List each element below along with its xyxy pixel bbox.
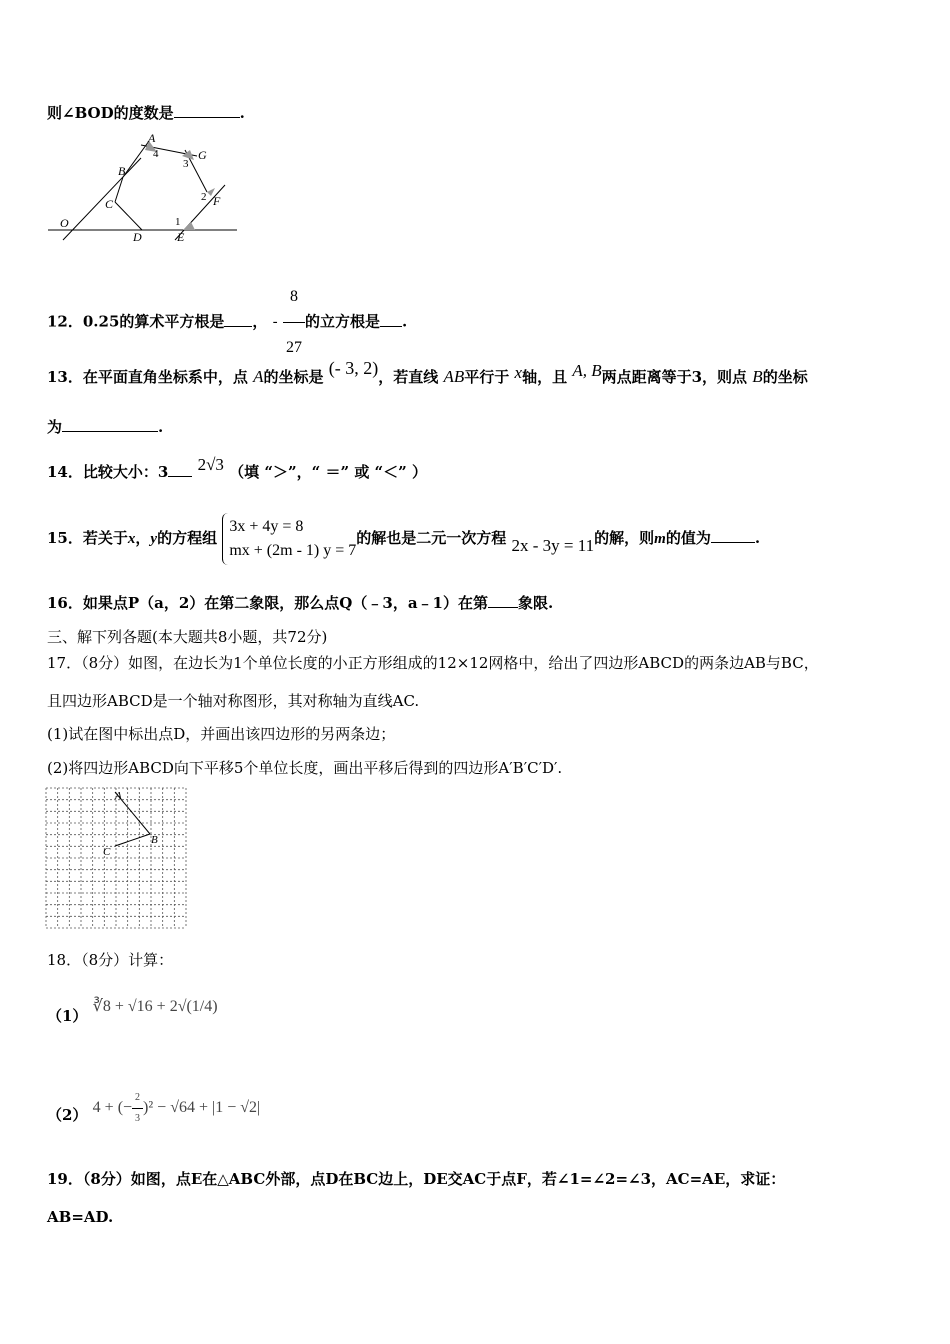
- label-A: A: [148, 131, 156, 145]
- label-B: B: [118, 164, 126, 178]
- answer-blank: [174, 103, 240, 118]
- grid-label-A: A: [115, 790, 122, 802]
- q19-line1: 19．（8分）如图，点E在△ABC外部，点D在BC边上，DE交AC于点F，若∠1=∠2=∠3，AC=AE，求证：: [47, 1170, 786, 1188]
- label-O: O: [60, 216, 69, 230]
- q17-line1: 17．（8分）如图，在边长为1个单位长度的小正方形组成的12×12网格中，给出了四边形ABCD的两条边AB与BC，: [47, 654, 819, 672]
- q13-line2: 为 .: [47, 418, 164, 436]
- label-E: E: [177, 230, 185, 244]
- label-4: 4: [153, 148, 159, 160]
- expr-2: 4 + (− $\frac{2}{3}$ )² − √64 + |1 − √2|: [93, 1099, 261, 1116]
- q12-line: 12．0.25的算术平方根是 ， - $\frac{8}{27}$ 的立方根是 .: [47, 272, 407, 373]
- q14-line: 14．比较大小：3 2√3 （填 “＞”，“ ＝” 或 “＜” ）: [47, 455, 428, 481]
- q15-line: 15．若关于x，y的方程组 3x + 4y = 8 mx + (2m - 1) y = 7 的解也是二元一次方程 2x - 3y = 11的解，则m的值为 .: [47, 508, 760, 569]
- q11-figure: [45, 130, 240, 248]
- label-2: 2: [201, 191, 207, 203]
- q19-line2: AB=AD.: [47, 1208, 114, 1226]
- q13-line1: 13．在平面直角坐标系中，点 A的坐标是 (- 3, 2)，若直线 AB平行于 x轴，且 A, B两点距离等于3，则点 B的坐标: [47, 358, 808, 386]
- equation-system: 3x + 4y = 8 mx + (2m - 1) y = 7: [222, 513, 356, 565]
- q18-title: 18．（8分）计算：: [47, 951, 174, 969]
- q17-line2: 且四边形ABCD是一个轴对称图形，其对称轴为直线AC.: [47, 692, 420, 710]
- q17-line3: (1)试在图中标出点D，并画出该四边形的另两条边；: [47, 725, 396, 743]
- section-title: 三、解下列各题(本大题共8小题，共72分): [47, 628, 328, 646]
- q11-line: 则∠BOD的度数是 .: [47, 104, 245, 122]
- label-C: C: [105, 197, 114, 211]
- q17-line4: (2)将四边形ABCD向下平移5个单位长度，画出平移后得到的四边形A′B′C′D′.: [47, 759, 563, 777]
- expr-1: ∛8 + √16 + 2√(1/4): [92, 998, 218, 1015]
- fraction-8-27: $\frac{8}{27}$: [283, 272, 305, 373]
- q18-part1: （1） ∛8 + √16 + 2√(1/4): [47, 998, 218, 1025]
- q16-line: 16．如果点P（a，2）在第二象限，那么点Q（﹣3，a﹣1）在第 象限.: [47, 594, 554, 612]
- q18-part2: （2） 4 + (− $\frac{2}{3}$ )² − √64 + |1 − √2|: [47, 1096, 260, 1137]
- grid-label-C: C: [103, 846, 111, 858]
- label-1: 1: [175, 216, 181, 228]
- q17-grid-figure: [45, 787, 187, 929]
- label-G: G: [198, 148, 207, 162]
- label-D: D: [133, 230, 142, 244]
- label-3: 3: [183, 158, 189, 170]
- label-F: F: [213, 194, 221, 208]
- grid-label-B: B: [151, 834, 158, 846]
